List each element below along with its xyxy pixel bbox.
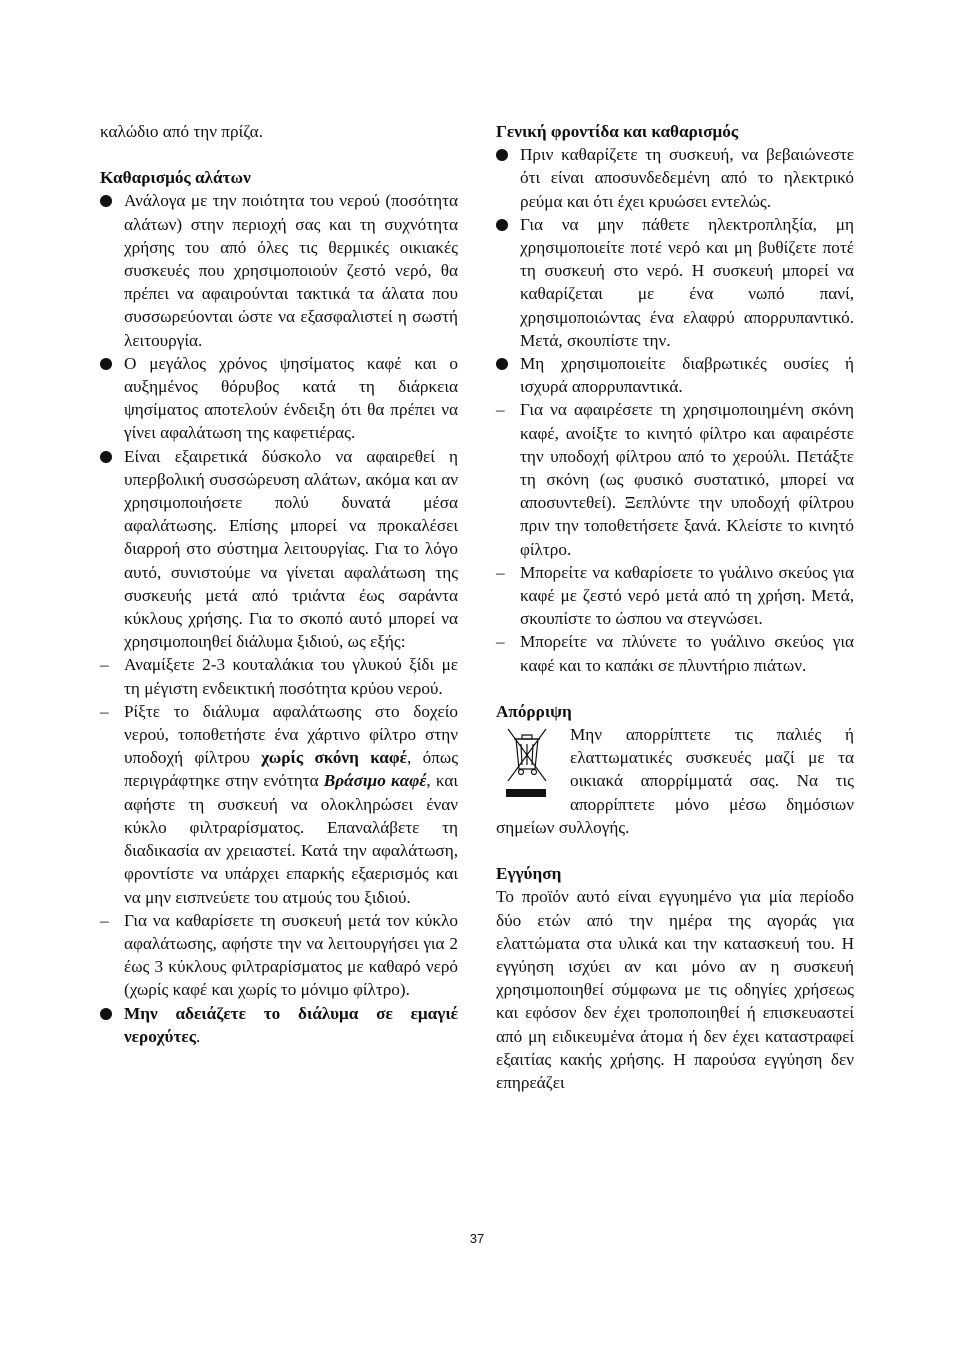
list-item: – Για να αφαιρέσετε τη χρησιμοποιημένη σκόνη καφέ, ανοίξτε το κινητό φίλτρο και αφαιρέστε την υποδοχή φίλτρου από το χερούλι. Πετάξτε τη σκόνη (ως φυσικό συστατικό, μπορεί να αποσυντεθεί). Ξεπλύντε την υποδοχή φίλτρου πριν την τοποθετήσετε ξανά. Κλείστε το κινητό φίλτρο. bbox=[496, 400, 854, 559]
warranty-text: Το προϊόν αυτό είναι εγγυημένο για μία περίοδο δύο ετών από την ημέρα της αγοράς για ελαττώματα στα υλικά και την κατασκευή του. Η εγγύηση ισχύει αν και μόνο αν η συσκευή χρησιμοποιηθεί σύμφωνα με τις οδηγίες χρήσεως και εφόσον δεν έχει τροποποιηθεί ή επισκευαστεί από μη ειδικευμένα άτομα ή δεν έχει καταστραφεί εξαιτίας κακής χρήσης. Η παρούσα εγγύηση δεν επηρεάζει bbox=[496, 887, 854, 1092]
bullet-icon bbox=[100, 358, 112, 370]
disposal-section bbox=[496, 723, 854, 839]
list-item: – Ρίξτε το διάλυμα αφαλάτωσης στο δοχείο νερού, τοποθετήστε ένα χάρτινο φίλτρο στην υποδοχή φίλτρου χωρίς σκόνη καφέ, όπως περιγράφτηκε στην ενότητα Βράσιμο καφέ, και αφήστε τη συσκευή να ολοκληρώσει έναν κύκλο φιλτραρίσματος. Επαναλάβετε τη διαδικασία αν χρειαστεί. Κατά την αφαλάτωση, φροντίστε να υπάρχει επαρκής εξαερισμός και να μην εισπνεύετε του ατμούς του ξιδιού. bbox=[100, 701, 459, 907]
care-heading: Γενική φροντίδα και καθαρισμός bbox=[496, 122, 739, 141]
warranty-heading: Εγγύηση bbox=[496, 864, 562, 884]
bullet-icon bbox=[100, 1008, 112, 1020]
black-bar-icon bbox=[506, 789, 546, 797]
list-item: Ανάλογα με την ποιότητα του νερού (ποσότητα αλάτων) στην περιοχή σας και τη συχνότητα χρήσης του από όλες τις θερμικές οικιακές συσκευές που χρησιμοποιούν ζεστό νερό, θα πρέπει να αφαιρούνται τακτικά τα άλατα που συσσωρεύονται ώστε να εξασφαλιστεί η σωστή λειτουργία. bbox=[100, 189, 458, 351]
section-reference: Βράσιμο καφέ bbox=[323, 771, 427, 791]
descaling-heading: Καθαρισμός αλάτων bbox=[100, 168, 251, 188]
left-column bbox=[100, 120, 458, 1048]
emphasis-bold: χωρίς σκόνη καφέ bbox=[261, 748, 407, 768]
dash-marker: – bbox=[496, 400, 505, 420]
dash-marker: – bbox=[100, 910, 109, 930]
disposal-text: Μην απορρίπτετε τις παλιές ή ελαττωματικές συσκευές μαζί με τα οικιακά απορρίμματά σας. Να τις απορρίπτετε μόνο μέσω δημόσιων σημείων συλλογής. bbox=[496, 725, 854, 837]
bullet-icon bbox=[496, 219, 508, 231]
warning-text: Μην αδειάζετε το διάλυμα σε εμαγιέ νεροχύτες bbox=[124, 1003, 458, 1046]
dash-marker: – bbox=[100, 701, 109, 721]
intro-text: καλώδιο από την πρίζα. bbox=[100, 122, 263, 141]
right-column bbox=[496, 120, 854, 1094]
list-item: Ο μεγάλος χρόνος ψησίματος καφέ και ο αυξημένος θόρυβος κατά τη διάρκεια ψησίματος αποτελούν ένδειξη ότι θα πρέπει να γίνει αφαλάτωση της καφετιέρας. bbox=[100, 352, 458, 445]
list-item: Μη χρησιμοποιείτε διαβρωτικές ουσίες ή ισχυρά απορρυπαντικά. bbox=[496, 352, 854, 398]
bullet-icon bbox=[496, 358, 508, 370]
bullet-icon bbox=[100, 451, 112, 463]
dash-marker: – bbox=[496, 632, 505, 652]
list-item: Πριν καθαρίζετε τη συσκευή, να βεβαιώνεστε ότι είναι αποσυνδεδεμένη από το ηλεκτρικό ρεύμα και ότι έχει κρυώσει εντελώς. bbox=[496, 143, 854, 213]
list-item: Για να μην πάθετε ηλεκτροπληξία, μη χρησιμοποιείτε ποτέ νερό και μη βυθίζετε ποτέ τη συσκευή στο νερό. Η συσκευή μπορεί να καθαρίζεται με ένα νωπό πανί, χρησιμοποιώντας ένα ελαφρύ απορρυπαντικό. Μετά, σκουπίστε την. bbox=[496, 213, 854, 352]
list-item: Είναι εξαιρετικά δύσκολο να αφαιρεθεί η υπερβολική συσσώρευση αλάτων, ακόμα και αν χρησιμοποιήσετε πολύ δυνατά μέσα αφαλάτωσης. Επίσης μπορεί να προκαλέσει διαρροή στο σύστημα λειτουργίας. Για το λόγο αυτό, συνιστούμε να γίνεται αφαλάτωση της συσκευής μετά από τριάντα έως σαράντα κύκλους χρήσης. Για το σκοπό αυτό μπορεί να χρησιμοποιηθεί διάλυμα ξιδιού, ως εξής: bbox=[100, 445, 458, 654]
bullet-icon bbox=[100, 195, 112, 207]
dash-marker: – bbox=[100, 655, 109, 675]
list-item: – Μπορείτε να πλύνετε το γυάλινο σκεύος για καφέ και το καπάκι σε πλυντήριο πιάτων. bbox=[496, 632, 854, 675]
bullet-icon bbox=[496, 149, 508, 161]
page-number: 37 bbox=[469, 1231, 485, 1246]
list-item: Μην αδειάζετε το διάλυμα σε εμαγιέ νεροχύτες. bbox=[100, 1002, 458, 1048]
disposal-heading: Απόρριψη bbox=[496, 701, 572, 721]
crossed-out-wheelie-bin-icon bbox=[496, 723, 566, 803]
list-item: – Για να καθαρίσετε τη συσκευή μετά τον κύκλο αφαλάτωσης, αφήστε την να λειτουργήσει για 2 έως 3 κύκλους φιλτραρίσματος με καθαρό νερό (χωρίς καφέ και χωρίς το μόνιμο φίλτρο). bbox=[100, 910, 458, 1000]
list-item: – Μπορείτε να καθαρίσετε το γυάλινο σκεύος για καφέ με ζεστό νερό μετά από τη χρήση. Μετά, σκουπίστε το ώσπου να στεγνώσει. bbox=[496, 562, 854, 629]
dash-marker: – bbox=[496, 562, 505, 582]
list-item: – Αναμίξετε 2-3 κουταλάκια του γλυκού ξίδι με τη μέγιστη ενδεικτική ποσότητα κρύου νερού. bbox=[100, 655, 458, 698]
